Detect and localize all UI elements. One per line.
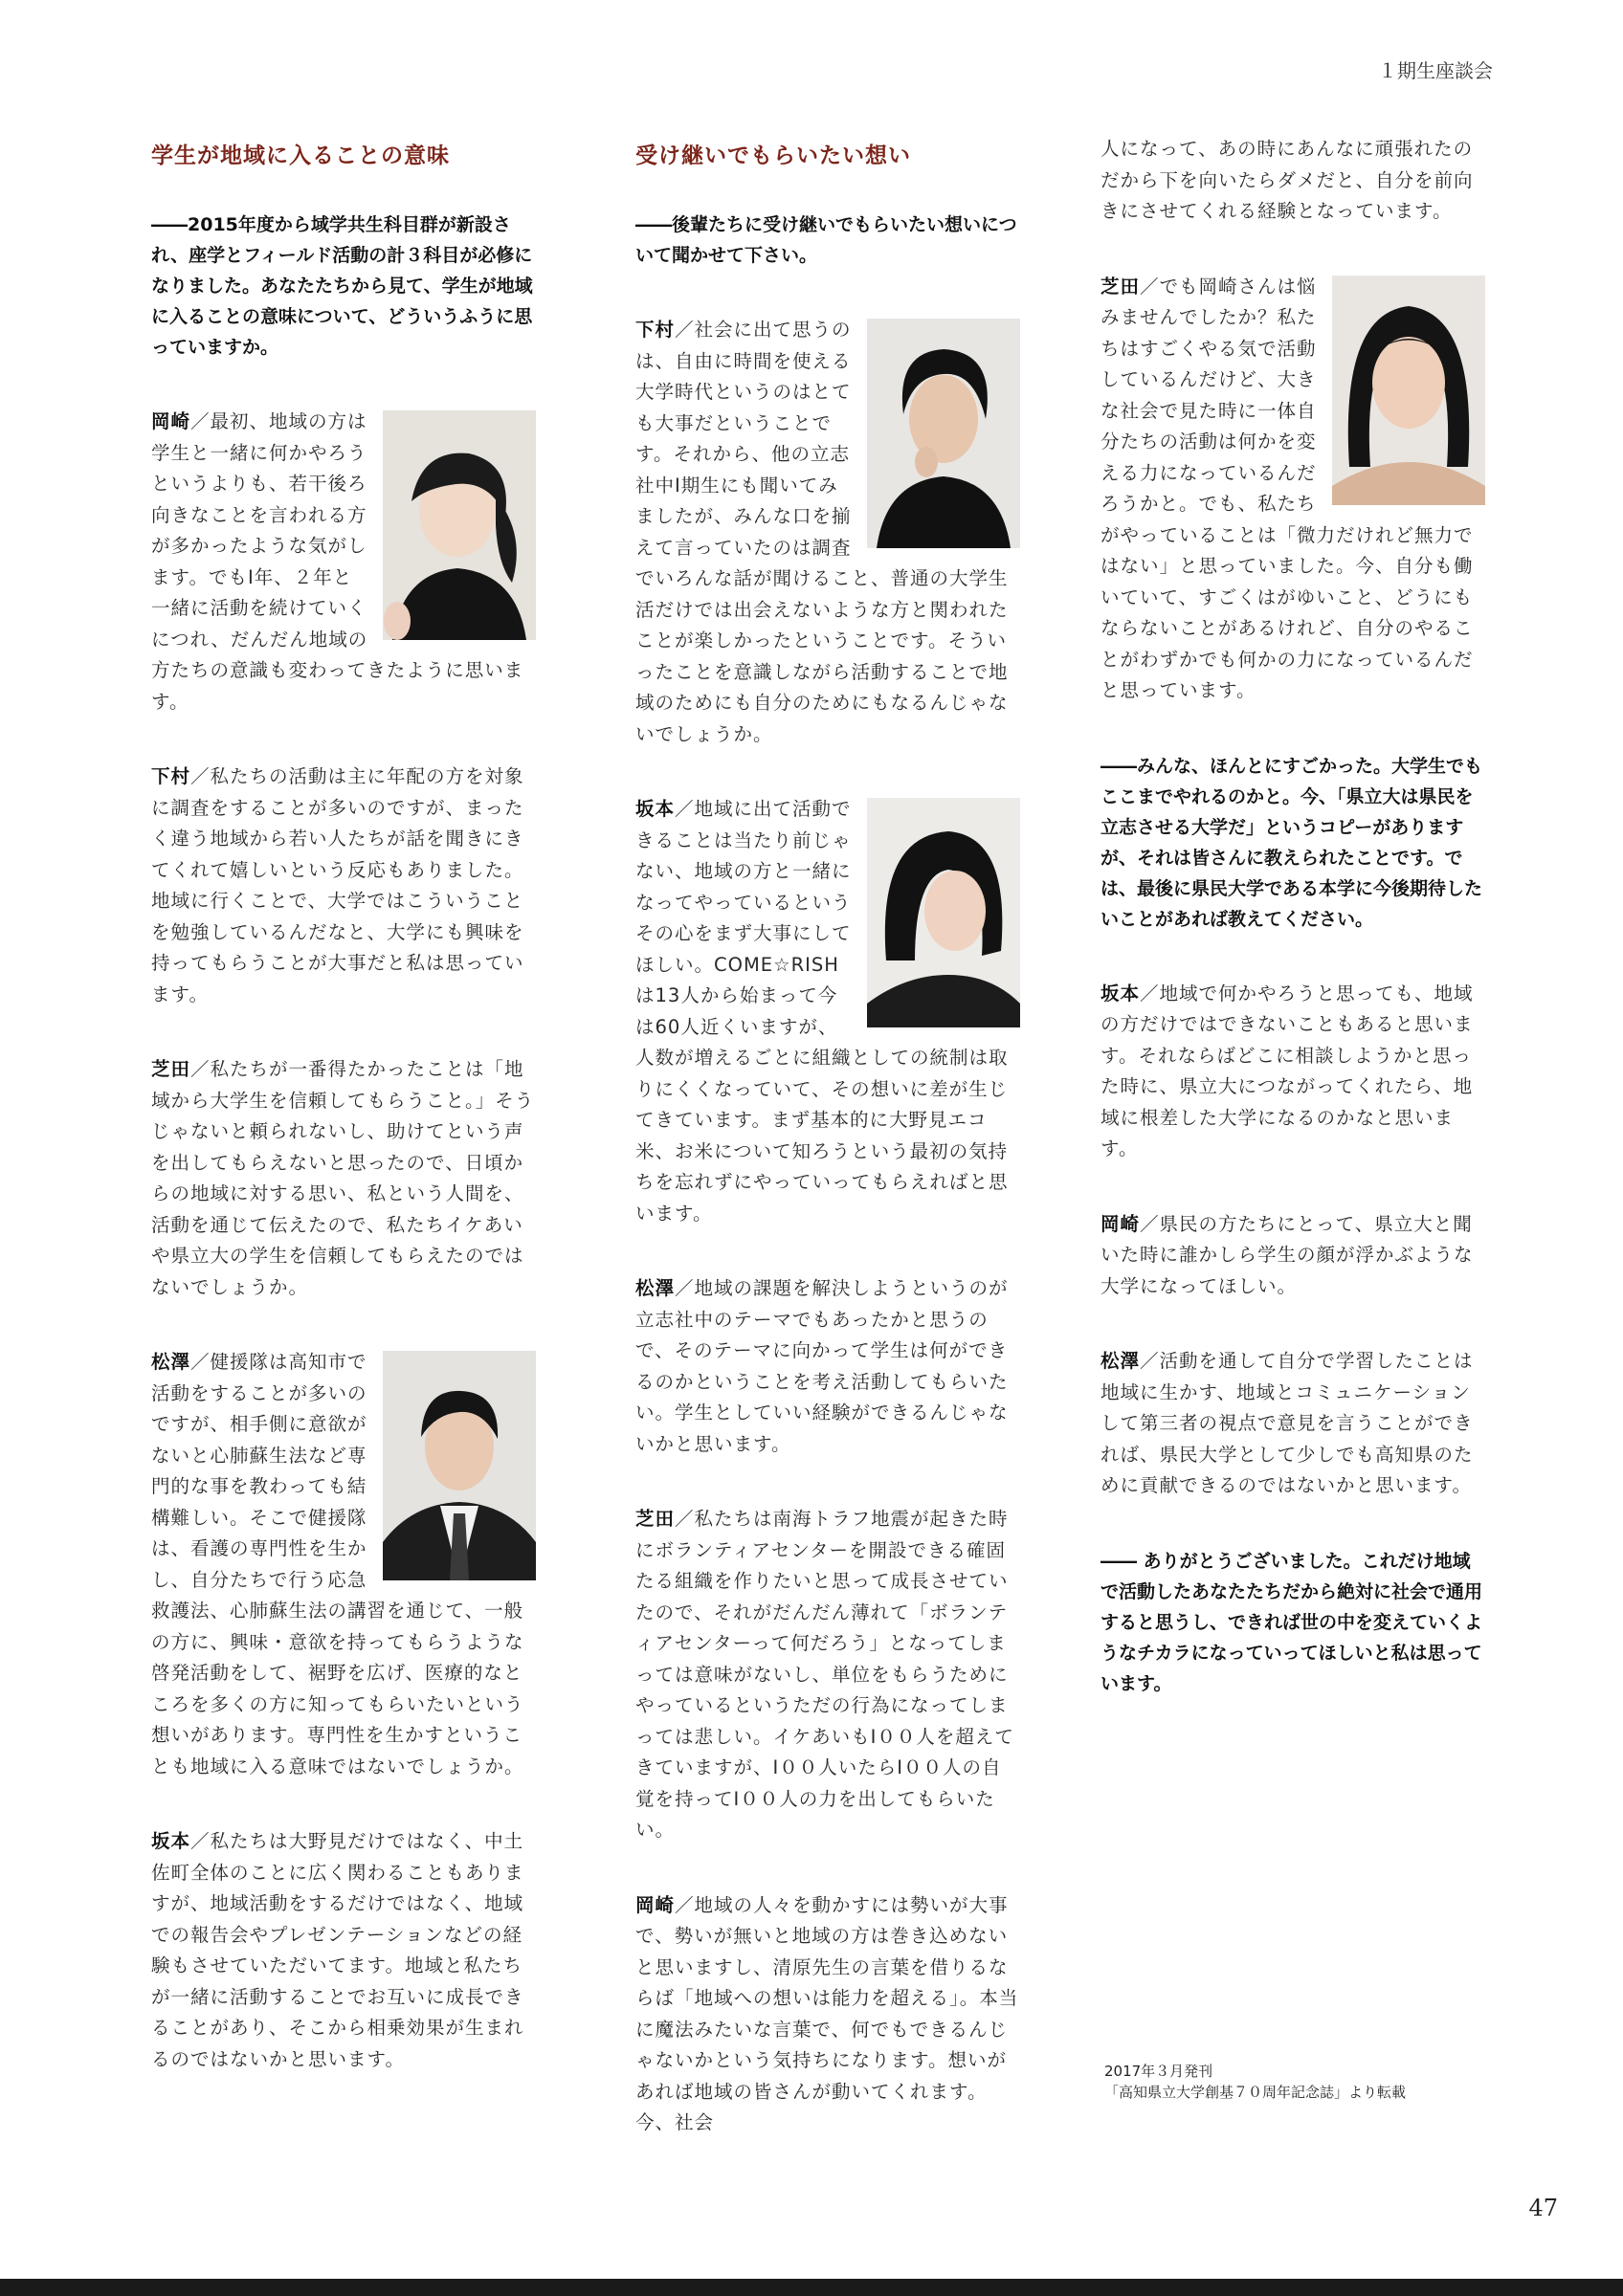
photo-shibata bbox=[1332, 276, 1485, 505]
section-heading-2: 受け継いでもらいたい想い bbox=[635, 144, 911, 168]
statement-shimomura-2 bbox=[635, 315, 1020, 750]
photo-okazaki bbox=[383, 410, 536, 640]
statement-okazaki-2 bbox=[635, 1890, 1020, 2139]
speaker-name: 松澤 bbox=[151, 1351, 191, 1373]
statement-text: ／県民の方たちにとって、県立大と聞いた時に誰かしら学生の顔が浮かぶような大学になってほしい。 bbox=[1101, 1212, 1474, 1297]
speaker-name: 下村 bbox=[151, 765, 191, 787]
statement-text: ／私たちは大野見だけではなく、中土佐町全体のことに広く関わることもありますが、地域活動をするだけではなく、地域での報告会やプレゼンテーションなどの経験もさせていただいてます。地域と私たちが一緒に活動することでお互いに成長できることがあり、そこから相乗効果が生まれるのではないかと思います。 bbox=[151, 1830, 524, 2070]
statement-shibata-1 bbox=[151, 1054, 536, 1303]
interview-question-2: ――後輩たちに受け継いでもらいたい想いについて聞かせて下さい。 bbox=[635, 214, 1017, 266]
statement-okazaki-3 bbox=[1101, 1209, 1485, 1303]
statement-shimomura-1 bbox=[151, 762, 536, 1010]
section-label: １期生座談会 bbox=[1378, 59, 1493, 82]
statement-sakamoto-2 bbox=[635, 794, 1020, 1229]
speaker-name: 岡崎 bbox=[1101, 1212, 1141, 1235]
speaker-name: 芝田 bbox=[1101, 275, 1141, 298]
speaker-name: 松澤 bbox=[635, 1277, 676, 1299]
statement-text: ／活動を通して自分で学習したことは地域に生かす、地域とコミュニケーションして第三者の視点で意見を言うことができれば、県民大学として少しでも高知県のために貢献できるのではないかと思います。 bbox=[1101, 1350, 1474, 1496]
statement-shibata-3 bbox=[1101, 272, 1485, 707]
speaker-name: 岡崎 bbox=[635, 1893, 676, 1916]
column-2 bbox=[635, 134, 1020, 2183]
publication-credit bbox=[1104, 2061, 1406, 2103]
photo-sakamoto bbox=[867, 798, 1020, 1027]
column-1 bbox=[151, 134, 536, 2119]
closing-remark: ―― ありがとうございました。これだけ地域で活動したあなたたちだから絶対に社会で通用すると思うし、できれば世の中を変えていくようなチカラになっていってほしいと私は思っています。 bbox=[1101, 1550, 1483, 1694]
statement-text: ／健援隊は高知市で活動をすることが多いのですが、相手側に意欲がないと心肺蘇生法など専門的な事を教わっても結構難しい。そこで健援隊は、看護の専門性を生かし、自分たちで行う応急救護法、心肺蘇生法の講習を通じて、一般の方に、興味・意欲を持ってもらうような啓発活動をして、裾野を広げ、医療的なところを多くの方に知ってもらいたいという想いがあります。専門性を生かすということも地域に入る意味ではないでしょうか。 bbox=[151, 1351, 524, 1777]
speaker-name: 下村 bbox=[635, 319, 676, 341]
speaker-name: 坂本 bbox=[151, 1830, 191, 1852]
statement-text: ／社会に出て思うのは、自由に時間を使える大学時代というのはとても大事だということです。それから、他の立志社中Ⅰ期生にも聞いてみましたが、みんな口を揃えて言っていたのは調査でいろんな話が聞けること、普通の大学生活だけでは出会えないような方と関われたことが楽しかったということです。そういったことを意識しながら活動することで地域のためにも自分のためにもなるんじゃないでしょうか。 bbox=[635, 319, 1009, 745]
section-heading-1: 学生が地域に入ることの意味 bbox=[151, 144, 450, 168]
statement-text: ／地域で何かやろうと思っても、地域の方だけではできないこともあると思います。それならばどこに相談しようかと思った時に、県立大につながってくれたら、地域に根差した大学になるのかなと思います。 bbox=[1101, 982, 1474, 1159]
statement-matsuzawa-2 bbox=[635, 1273, 1020, 1460]
speaker-name: 坂本 bbox=[1101, 982, 1141, 1004]
interview-question-3: ――みんな、ほんとにすごかった。大学生でもここまでやれるのかと。今、「県立大は県民を立志させる大学だ」というコピーがありますが、それは皆さんに教えられたことです。では、最後に県民大学である本学に今後期待したいことがあれば教えてください。 bbox=[1101, 755, 1483, 930]
photo-shimomura bbox=[867, 319, 1020, 548]
interview-question-1: ――2015年度から域学共生科目群が新設され、座学とフィールド活動の計３科目が必修になりました。あなたたちから見て、学生が地域に入ることの意味について、どういうふうに思っていますか。 bbox=[151, 214, 533, 358]
statement-text: ／地域の人々を動かすには勢いが大事で、勢いが無いと地域の方は巻き込めないと思いますし、清原先生の言葉を借りるならば「地域への想いは能力を超える」。本当に魔法みたいな言葉で、何でもできるんじゃないかという気持ちになります。想いがあれば地域の皆さんが動いてくれます。今、社会 bbox=[635, 1893, 1019, 2133]
photo-matsuzawa bbox=[383, 1351, 536, 1580]
statement-okazaki-1 bbox=[151, 407, 536, 718]
speaker-name: 坂本 bbox=[635, 798, 676, 820]
speaker-name: 芝田 bbox=[635, 1508, 676, 1530]
statement-okazaki-continued: 人になって、あの時にあんなに頑張れたのだから下を向いたらダメだと、自分を前向きにさせてくれる経験となっています。 bbox=[1101, 138, 1474, 222]
column-3 bbox=[1101, 134, 1485, 1743]
speaker-name: 松澤 bbox=[1101, 1350, 1141, 1372]
speaker-name: 岡崎 bbox=[151, 410, 191, 432]
statement-sakamoto-3 bbox=[1101, 979, 1485, 1165]
statement-text: ／最初、地域の方は学生と一緒に何かやろうというよりも、若干後ろ向きなことを言われる方が多かったような気がします。でもⅠ年、２年と一緒に活動を続けていくにつれ、だんだん地域の方たちの意識も変わってきたように思います。 bbox=[151, 410, 524, 713]
statement-sakamoto-1 bbox=[151, 1826, 536, 2075]
statement-text: ／私たちの活動は主に年配の方を対象に調査をすることが多いのですが、まったく違う地域から若い人たちが話を聞きにきてくれて嬉しいという反応もありました。地域に行くことで、大学ではこういうことを勉強しているんだなと、大学にも興味を持ってもらうことが大事だと私は思っています。 bbox=[151, 765, 524, 1005]
page-number: 47 bbox=[1528, 2195, 1558, 2221]
statement-shibata-2 bbox=[635, 1504, 1020, 1846]
statement-text: ／私たちが一番得たかったことは「地域から大学生を信頼してもらうこと。」そうじゃないと頼られないし、助けてという声を出してもらえないと思ったので、日頃からの地域に対する思い、私という人間を、活動を通じて伝えたので、私たちイケあいや県立大の学生を信頼してもらえたのではないでしょうか。 bbox=[151, 1058, 535, 1298]
statement-text: ／地域に出て活動できることは当たり前じゃない、地域の方と一緒になってやっているというその心をまず大事にしてほしい。COME☆RISHは13人から始まって今は60人近くいますが、人数が増えるごとに組織としての統制は取りにくくなっていて、その想いに差が生じてきています。まず基本的に大野見エコ米、お米について知ろうという最初の気持ちを忘れずにやっていってもらえればと思います。 bbox=[635, 798, 1009, 1225]
statement-matsuzawa-3 bbox=[1101, 1346, 1485, 1502]
statement-text: ／でも岡崎さんは悩みませんでしたか？私たちはすごくやる気で活動しているんだけど、大きな社会で見た時に一体自分たちの活動は何かを変える力になっているんだろうかと。でも、私たちがやっていることは「微力だけれど無力ではない」と思っていました。今、自分も働いていて、すごくはがゆいこと、どうにもならないことがあるけれど、自分のやることがわずかでも何かの力になっているんだと思っています。 bbox=[1101, 275, 1474, 701]
credit-date: 2017年３月発刊 bbox=[1104, 2063, 1213, 2080]
statement-text: ／地域の課題を解決しようというのが立志社中のテーマでもあったかと思うので、そのテーマに向かって学生は何ができるのかということを考え活動してもらいたい。学生としていい経験ができるんじゃないかと思います。 bbox=[635, 1277, 1009, 1455]
bottom-rule bbox=[0, 2279, 1623, 2296]
speaker-name: 芝田 bbox=[151, 1058, 191, 1080]
credit-source: 「高知県立大学創基７０周年記念誌」より転載 bbox=[1104, 2084, 1407, 2101]
statement-text: ／私たちは南海トラフ地震が起きた時にボランティアセンターを開設できる確固たる組織を作りたいと思って成長させていたので、それがだんだん薄れて「ボランティアセンターって何だろう」となってしまっては意味がないし、単位をもらうためにやっているというただの行為になってしまっては悲しい。イケあいもⅠ００人を超えてきていますが、Ⅰ００人いたらⅠ００人の自覚を持ってⅠ００人の力を出してもらいたい。 bbox=[635, 1508, 1014, 1841]
statement-matsuzawa-1 bbox=[151, 1347, 536, 1782]
